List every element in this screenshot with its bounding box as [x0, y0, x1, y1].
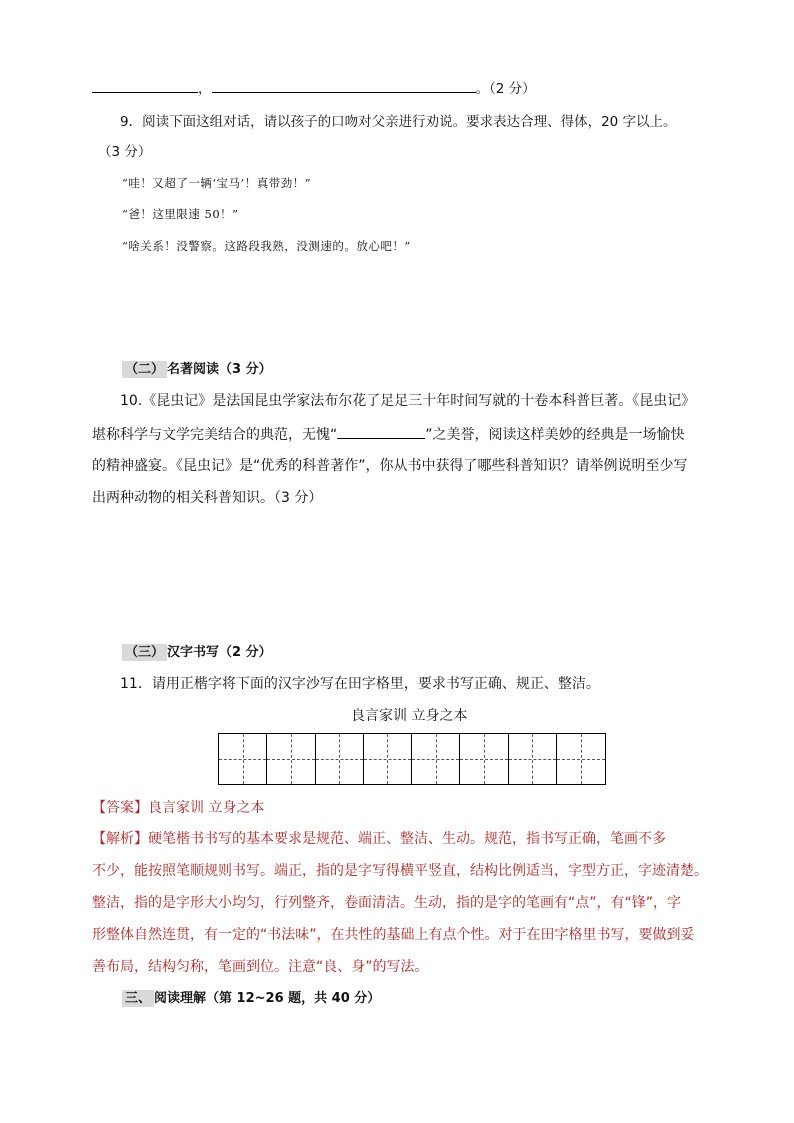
blank-2[interactable] — [212, 78, 476, 93]
q10-line-3: 的精神盛宴。《昆虫记》是“优秀的科普著作”，你从书中获得了哪些科普知识？请举例说明至少写 — [92, 458, 688, 474]
q10-line-2-post: ”之美誉，阅读这样美妙的经典是一场愉快 — [425, 427, 685, 443]
answer-line — [92, 798, 264, 818]
analysis-line-4: 形整体自然连贯，有一定的“书法味”，在共性的基础上有点个性。对于在田字格里书写，要做到妥 — [92, 927, 695, 943]
q9-quote-1: “哇！又超了一辆‘宝马’！真带劲！” — [122, 176, 312, 190]
q9-score: （3 分） — [98, 144, 152, 160]
blank-1[interactable] — [92, 78, 198, 93]
grid-cell[interactable] — [412, 734, 460, 784]
grid-cell[interactable] — [364, 734, 412, 784]
q10-line-1: 10.《昆虫记》是法国昆虫学家法布尔花了足足三十年时间写就的十卷本科普巨著。《昆虫记》 — [120, 393, 696, 409]
section-reading-heading — [122, 987, 380, 1006]
q11-prompt: 11．请用正楷字将下面的汉字沙写在田字格里，要求书写正确、规正、整洁。 — [120, 676, 600, 692]
separator: ， — [198, 81, 212, 97]
q10-line-2 — [92, 424, 685, 445]
grid-cell[interactable] — [219, 734, 267, 784]
section-reading-tag: 三、 — [122, 990, 154, 1007]
analysis-line-5: 善布局，结构匀称，笔画到位。注意“良、身”的写法。 — [92, 959, 429, 975]
grid-cell[interactable] — [460, 734, 508, 784]
grid-cell[interactable] — [267, 734, 315, 784]
analysis-line-3: 整洁，指的是字形大小均匀，行列整齐，卷面清洁。生动，指的是字的笔画有“点”，有“锋”，字 — [92, 895, 682, 911]
q8-answer-line — [92, 78, 536, 99]
section-2-tag: （二） — [122, 361, 167, 378]
analysis-line-2: 不少，能按照笔顺规则书写。端正，指的是字写得横平竖直，结构比例适当，字型方正，字迹清楚。 — [92, 863, 708, 879]
section-3-heading — [122, 641, 272, 660]
section-3-tag: （三） — [122, 644, 167, 661]
q9-quote-2: “爸！这里限速 50！” — [122, 207, 239, 221]
analysis-text-1: 硬笔楷书书写的基本要求是规范、端正、整洁、生动。规范，指书写正确，笔画不多 — [148, 831, 666, 847]
q10-line-2-pre: 堪称科学与文学完美结合的典范，无愧“ — [92, 427, 338, 443]
grid-cell[interactable] — [316, 734, 364, 784]
q11-sample-text: 良言家训 立身之本 — [351, 708, 468, 724]
grid-cell[interactable] — [509, 734, 557, 784]
q8-score: （2 分） — [489, 81, 536, 97]
section-2-heading — [122, 358, 272, 377]
answer-label: 【答案】 — [92, 800, 148, 816]
q9-quote-3: “啥关系！没警察。这路段我熟，没测速的。放心吧！” — [122, 239, 411, 253]
grid-cell[interactable] — [557, 734, 605, 784]
end-mark: 。 — [475, 81, 489, 97]
tianzige-grid[interactable] — [218, 733, 606, 785]
analysis-line-1 — [92, 829, 666, 849]
section-reading-title: 阅读理解（第 12~26 题，共 40 分） — [154, 991, 381, 1006]
answer-text: 良言家训 立身之本 — [148, 800, 265, 816]
analysis-label: 【解析】 — [92, 831, 148, 847]
q10-blank[interactable] — [337, 424, 425, 439]
q10-line-4: 出两种动物的相关科普知识。（3 分） — [92, 490, 323, 506]
section-3-title: 汉字书写（2 分） — [167, 645, 272, 660]
section-2-title: 名著阅读（3 分） — [167, 362, 272, 377]
q9-prompt: 9．阅读下面这组对话，请以孩子的口吻对父亲进行劝说。要求表达合理、得体，20 字以上。 — [120, 114, 677, 130]
